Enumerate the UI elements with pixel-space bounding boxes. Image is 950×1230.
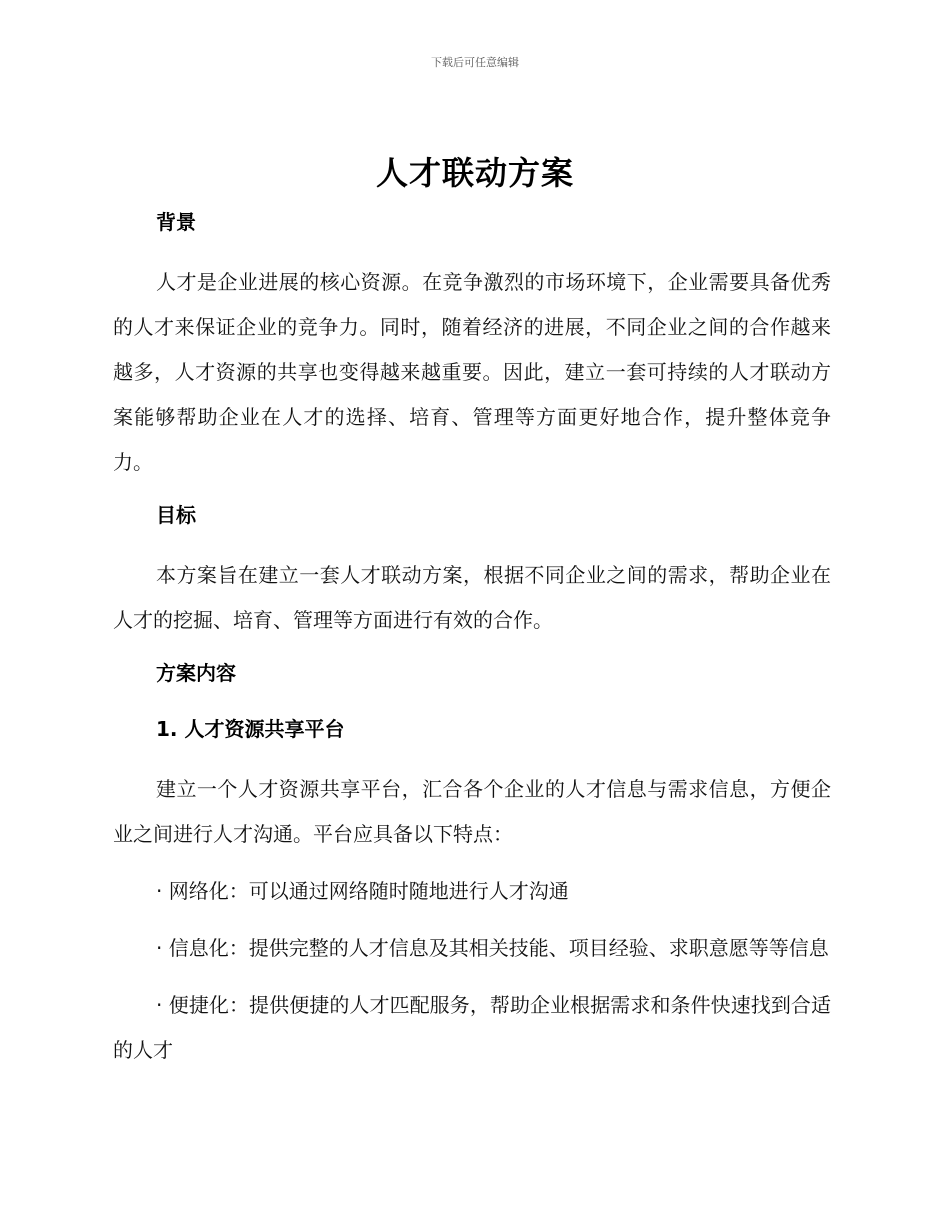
bullet-item-networked: · 网络化：可以通过网络随时随地进行人才沟通 (156, 879, 569, 903)
talent-platform-paragraph: 建立一个人才资源共享平台，汇合各个企业的人才信息与需求信息，方便企业之间进行人才沟通。平台应具备以下特点： (113, 777, 831, 846)
section-heading-goal: 目标 (156, 503, 196, 527)
section-heading-background: 背景 (156, 210, 196, 234)
page-header-note: 下载后可任意编辑 (431, 56, 519, 69)
subsection-heading-talent-platform: 1. 人才资源共享平台 (156, 717, 345, 741)
bullet-item-convenient: · 便捷化：提供便捷的人才匹配服务，帮助企业根据需求和条件快速找到合适的人才 (113, 993, 831, 1062)
background-paragraph: 人才是企业进展的核心资源。在竞争激烈的市场环境下，企业需要具备优秀的人才来保证企业的竞争力。同时，随着经济的进展，不同企业之间的合作越来越多，人才资源的共享也变得越来越重要。因此，建立一套可持续的人才联动方案能够帮助企业在人才的选择、培育、管理等方面更好地合作，提升整体竞争力。 (113, 270, 831, 474)
section-heading-content: 方案内容 (156, 661, 236, 685)
bullet-item-informatized: · 信息化：提供完整的人才信息及其相关技能、项目经验、求职意愿等等信息 (156, 936, 829, 960)
goal-paragraph: 本方案旨在建立一套人才联动方案，根据不同企业之间的需求，帮助企业在人才的挖掘、培育、管理等方面进行有效的合作。 (113, 563, 831, 632)
document-body (113, 204, 831, 1085)
document-title: 人才联动方案 (375, 154, 574, 192)
